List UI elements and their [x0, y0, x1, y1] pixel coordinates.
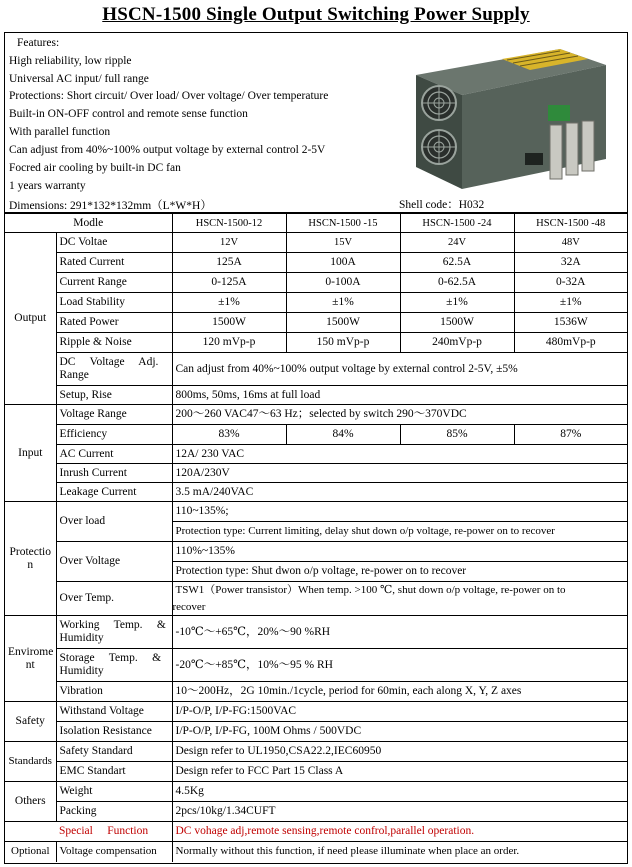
- cell: -20℃～+85℃，10%～95 % RH: [172, 649, 627, 682]
- special-function-label: Special Function: [56, 822, 172, 842]
- row-label: Rated Current: [56, 253, 172, 273]
- cell: Design refer to UL1950,CSA22.2,IEC60950: [172, 742, 627, 762]
- table-row: [5, 649, 627, 682]
- row-label: Efficiency: [56, 425, 172, 445]
- row-label: Rated Power: [56, 313, 172, 333]
- cell: 150 mVp-p: [286, 333, 400, 353]
- group-others: Others: [5, 782, 56, 822]
- features-section: [5, 33, 627, 213]
- cell: 24V: [400, 233, 514, 253]
- table-row: [5, 445, 627, 464]
- cell: 12V: [172, 233, 286, 253]
- special-function-value: DC vohage adj,remote sensing,remote confrol,parallel operation.: [172, 822, 627, 842]
- table-row: [5, 842, 627, 862]
- features-heading: Features:: [17, 37, 60, 49]
- row-label: Leakage Current: [56, 483, 172, 502]
- row-label-line: Working Temp. &: [59, 619, 166, 631]
- row-label: Voltage compensation: [56, 842, 172, 862]
- cell: 0-100A: [286, 273, 400, 293]
- table-row: [5, 702, 627, 722]
- spec-table: [5, 213, 627, 862]
- cell: 0-125A: [172, 273, 286, 293]
- row-label: Isolation Resistance: [56, 722, 172, 742]
- table-row: [5, 253, 627, 273]
- table-row: [5, 293, 627, 313]
- cell: 10～200Hz，2G 10min./1cycle, period for 60min, each along X, Y, Z axes: [172, 682, 627, 702]
- product-photo: [410, 43, 610, 193]
- feature-item: Can adjust from 40%~100% output voltage by external control 2-5V: [9, 144, 326, 156]
- page-title: HSCN-1500 Single Output Switching Power Supply: [102, 4, 530, 25]
- group-environment: [5, 616, 56, 702]
- group-output: Output: [5, 233, 56, 405]
- model-row: [5, 214, 627, 233]
- table-row: [5, 386, 627, 405]
- cell: 0-32A: [514, 273, 627, 293]
- row-label-line: Humidity: [59, 665, 104, 677]
- group-safety: Safety: [5, 702, 56, 742]
- cell: 0-62.5A: [400, 273, 514, 293]
- cell: 32A: [514, 253, 627, 273]
- table-row: [5, 353, 627, 386]
- row-label-line: Range: [59, 369, 89, 381]
- cell: -10℃～+65℃，20%～90 %RH: [172, 616, 627, 649]
- model-label: Modle: [5, 214, 172, 233]
- feature-item: Focred air cooling by built-in DC fan: [9, 162, 181, 174]
- table-row: [5, 233, 627, 253]
- row-label: Inrush Current: [56, 464, 172, 483]
- cell: Design refer to FCC Part 15 Class A: [172, 762, 627, 782]
- group-label-line: nt: [25, 658, 35, 671]
- cell: ±1%: [172, 293, 286, 313]
- table-row: [5, 802, 627, 822]
- model-name: HSCN-1500 -15: [286, 214, 400, 233]
- feature-item: With parallel function: [9, 126, 111, 138]
- cell: ±1%: [286, 293, 400, 313]
- table-row: [5, 313, 627, 333]
- group-input: Input: [5, 405, 56, 502]
- cell: Can adjust from 40%~100% output voltage by external control 2-5V, ±5%: [172, 353, 627, 386]
- cell: I/P-O/P, I/P-FG, 100M Ohms / 500VDC: [172, 722, 627, 742]
- cell: 12A/ 230 VAC: [172, 445, 627, 464]
- table-row: [5, 333, 627, 353]
- feature-item: Dimensions: 291*132*132mm（L*W*H）: [9, 200, 212, 212]
- cell: 1500W: [172, 313, 286, 333]
- feature-item: Built-in ON-OFF control and remote sense function: [9, 108, 248, 120]
- cell: 3.5 mA/240VAC: [172, 483, 627, 502]
- row-label: Safety Standard: [56, 742, 172, 762]
- table-row: [5, 464, 627, 483]
- table-row: [5, 582, 627, 600]
- cell: 84%: [286, 425, 400, 445]
- group-label-line: Envirome: [8, 645, 54, 658]
- cell: 2pcs/10kg/1.34CUFT: [172, 802, 627, 822]
- cell: 200～260 VAC47～63 Hz；selected by switch 290～370VDC: [172, 405, 627, 425]
- row-label: Withstand Voltage: [56, 702, 172, 722]
- row-label: Vibration: [56, 682, 172, 702]
- cell: 800ms, 50ms, 16ms at full load: [172, 386, 627, 405]
- row-label: Voltage Range: [56, 405, 172, 425]
- table-row: [5, 502, 627, 522]
- row-label: Over Voltage: [56, 542, 172, 582]
- group-label-line: n: [27, 558, 34, 571]
- feature-item: Protections: Short circuit/ Over load/ Over voltage/ Over temperature: [9, 90, 329, 102]
- cell: 120 mVp-p: [172, 333, 286, 353]
- cell: 48V: [514, 233, 627, 253]
- cell: Protection type: Shut dwon o/p voltage, re-power on to recover: [172, 562, 627, 582]
- cell: ±1%: [400, 293, 514, 313]
- table-row: [5, 616, 627, 649]
- row-label: Load Stability: [56, 293, 172, 313]
- row-label: [56, 353, 172, 386]
- row-label: Over Temp.: [56, 582, 172, 616]
- table-row: [5, 782, 627, 802]
- cell: 480mVp-p: [514, 333, 627, 353]
- cell: 100A: [286, 253, 400, 273]
- group-label-line: Protectio: [9, 545, 52, 558]
- blank-cell: [5, 822, 56, 842]
- row-label: [56, 616, 172, 649]
- table-row: [5, 542, 627, 562]
- row-label: Current Range: [56, 273, 172, 293]
- cell: Protection type: Current limiting, delay shut down o/p voltage, re-power on to recover: [172, 522, 627, 542]
- cell: 110~135%;: [172, 502, 627, 522]
- row-label: [56, 649, 172, 682]
- cell: 1500W: [400, 313, 514, 333]
- table-row: [5, 722, 627, 742]
- row-label: Ripple & Noise: [56, 333, 172, 353]
- cell: Normally without this function, if need please illuminate when place an order.: [172, 842, 627, 862]
- row-label-line: DC Voltage Adj.: [59, 356, 159, 368]
- cell: 120A/230V: [172, 464, 627, 483]
- cell: 87%: [514, 425, 627, 445]
- group-protection: [5, 502, 56, 616]
- cell: 125A: [172, 253, 286, 273]
- row-label: Setup, Rise: [56, 386, 172, 405]
- row-label: AC Current: [56, 445, 172, 464]
- table-row: [5, 742, 627, 762]
- feature-item: 1 years warranty: [9, 180, 86, 192]
- table-row: [5, 682, 627, 702]
- model-name: HSCN-1500-12: [172, 214, 286, 233]
- table-row: [5, 762, 627, 782]
- row-label-line: Humidity: [59, 632, 104, 644]
- cell: recover: [172, 600, 627, 616]
- spec-sheet: [4, 32, 628, 864]
- table-row: [5, 273, 627, 293]
- row-label: DC Voltae: [56, 233, 172, 253]
- model-name: HSCN-1500 -24: [400, 214, 514, 233]
- group-optional: Optional: [5, 842, 56, 862]
- cell: 85%: [400, 425, 514, 445]
- row-label: EMC Standart: [56, 762, 172, 782]
- table-row: [5, 425, 627, 445]
- cell: 1500W: [286, 313, 400, 333]
- table-row: [5, 483, 627, 502]
- model-name: HSCN-1500 -48: [514, 214, 627, 233]
- row-label: Packing: [56, 802, 172, 822]
- table-row: [5, 822, 627, 842]
- cell: 15V: [286, 233, 400, 253]
- row-label: Over load: [56, 502, 172, 542]
- cell: 83%: [172, 425, 286, 445]
- cell: 110%~135%: [172, 542, 627, 562]
- feature-item: High reliability, low ripple: [9, 55, 132, 67]
- cell: 4.5Kg: [172, 782, 627, 802]
- row-label: Weight: [56, 782, 172, 802]
- group-standards: Standards: [5, 742, 56, 782]
- cell: TSW1（Power transistor）When temp. >100 ℃, shut down o/p voltage, re-power on to: [172, 582, 627, 600]
- row-label-line: Storage Temp. &: [59, 652, 162, 664]
- cell: 1536W: [514, 313, 627, 333]
- cell: 240mVp-p: [400, 333, 514, 353]
- cell: 62.5A: [400, 253, 514, 273]
- feature-item: Universal AC input/ full range: [9, 73, 149, 85]
- shell-code: Shell code：H032: [399, 199, 485, 211]
- cell: ±1%: [514, 293, 627, 313]
- table-row: [5, 405, 627, 425]
- cell: I/P-O/P, I/P-FG:1500VAC: [172, 702, 627, 722]
